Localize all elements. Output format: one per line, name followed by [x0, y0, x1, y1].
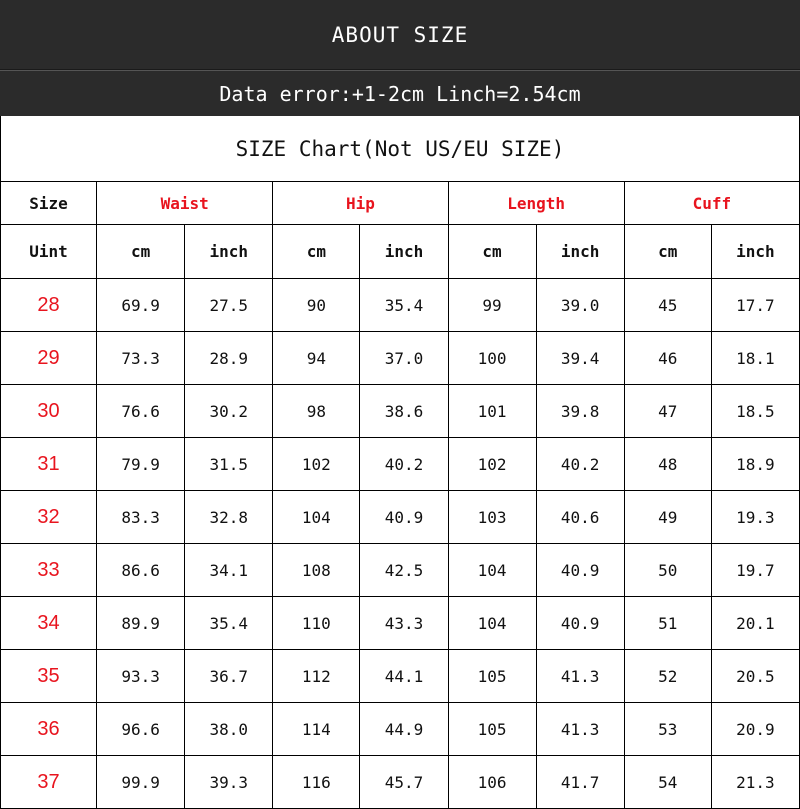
measurement-cell: 112	[273, 650, 360, 703]
measurement-cell: 45	[624, 279, 711, 332]
measurement-cell: 20.5	[711, 650, 799, 703]
measurement-cell: 32.8	[185, 491, 273, 544]
measurement-cell: 100	[448, 332, 536, 385]
measurement-cell: 103	[448, 491, 536, 544]
table-row	[1, 544, 800, 597]
measurement-cell: 116	[273, 756, 360, 809]
measurement-cell: 39.4	[536, 332, 624, 385]
unit-header-cell: inch	[360, 225, 448, 279]
measurement-cell: 102	[273, 438, 360, 491]
unit-header-cell: cm	[448, 225, 536, 279]
unit-header-cell: cm	[624, 225, 711, 279]
measurement-cell: 31.5	[185, 438, 273, 491]
measurement-cell: 99.9	[97, 756, 185, 809]
unit-column-header: Uint	[1, 225, 97, 279]
table-row	[1, 597, 800, 650]
measurement-cell: 39.3	[185, 756, 273, 809]
measurement-cell: 18.5	[711, 385, 799, 438]
page-title: ABOUT SIZE	[0, 0, 800, 70]
measurement-cell: 83.3	[97, 491, 185, 544]
measurement-cell: 105	[448, 650, 536, 703]
size-value: 33	[1, 544, 97, 597]
measurement-cell: 106	[448, 756, 536, 809]
unit-header-row	[1, 225, 800, 279]
size-column-header: Size	[1, 182, 97, 225]
unit-header-cell: cm	[97, 225, 185, 279]
measurement-cell: 40.2	[536, 438, 624, 491]
size-value: 29	[1, 332, 97, 385]
size-chart-title: SIZE Chart(Not US/EU SIZE)	[0, 116, 800, 181]
data-error-note: Data error:+1-2cm Linch=2.54cm	[0, 70, 800, 116]
table-row	[1, 438, 800, 491]
measurement-cell: 40.9	[536, 597, 624, 650]
measurement-cell: 44.1	[360, 650, 448, 703]
measurement-cell: 41.3	[536, 650, 624, 703]
measurement-cell: 35.4	[185, 597, 273, 650]
unit-header-cell: inch	[711, 225, 799, 279]
table-row	[1, 703, 800, 756]
group-header-row	[1, 182, 800, 225]
measurement-cell: 108	[273, 544, 360, 597]
measurement-cell: 34.1	[185, 544, 273, 597]
measurement-cell: 40.9	[360, 491, 448, 544]
measurement-cell: 54	[624, 756, 711, 809]
measurement-cell: 20.1	[711, 597, 799, 650]
table-row	[1, 332, 800, 385]
measurement-cell: 27.5	[185, 279, 273, 332]
measurement-cell: 98	[273, 385, 360, 438]
measurement-cell: 110	[273, 597, 360, 650]
hip-group-header: Hip	[273, 182, 448, 225]
measurement-cell: 47	[624, 385, 711, 438]
size-value: 31	[1, 438, 97, 491]
table-row	[1, 491, 800, 544]
size-table	[0, 181, 800, 809]
cuff-group-header: Cuff	[624, 182, 799, 225]
unit-header-cell: cm	[273, 225, 360, 279]
measurement-cell: 18.1	[711, 332, 799, 385]
size-value: 34	[1, 597, 97, 650]
measurement-cell: 41.7	[536, 756, 624, 809]
measurement-cell: 101	[448, 385, 536, 438]
table-row	[1, 385, 800, 438]
measurement-cell: 90	[273, 279, 360, 332]
measurement-cell: 35.4	[360, 279, 448, 332]
measurement-cell: 43.3	[360, 597, 448, 650]
measurement-cell: 17.7	[711, 279, 799, 332]
measurement-cell: 28.9	[185, 332, 273, 385]
measurement-cell: 79.9	[97, 438, 185, 491]
measurement-cell: 40.9	[536, 544, 624, 597]
size-value: 36	[1, 703, 97, 756]
measurement-cell: 19.3	[711, 491, 799, 544]
size-value: 30	[1, 385, 97, 438]
table-row	[1, 279, 800, 332]
measurement-cell: 69.9	[97, 279, 185, 332]
measurement-cell: 21.3	[711, 756, 799, 809]
measurement-cell: 38.6	[360, 385, 448, 438]
measurement-cell: 18.9	[711, 438, 799, 491]
measurement-cell: 39.8	[536, 385, 624, 438]
size-value: 32	[1, 491, 97, 544]
measurement-cell: 104	[448, 597, 536, 650]
measurement-cell: 48	[624, 438, 711, 491]
measurement-cell: 105	[448, 703, 536, 756]
measurement-cell: 102	[448, 438, 536, 491]
measurement-cell: 114	[273, 703, 360, 756]
measurement-cell: 99	[448, 279, 536, 332]
measurement-cell: 96.6	[97, 703, 185, 756]
measurement-cell: 49	[624, 491, 711, 544]
measurement-cell: 104	[448, 544, 536, 597]
table-row	[1, 756, 800, 809]
measurement-cell: 30.2	[185, 385, 273, 438]
measurement-cell: 40.2	[360, 438, 448, 491]
size-value: 35	[1, 650, 97, 703]
measurement-cell: 93.3	[97, 650, 185, 703]
table-row	[1, 650, 800, 703]
measurement-cell: 40.6	[536, 491, 624, 544]
measurement-cell: 89.9	[97, 597, 185, 650]
waist-group-header: Waist	[97, 182, 273, 225]
unit-header-cell: inch	[536, 225, 624, 279]
measurement-cell: 52	[624, 650, 711, 703]
measurement-cell: 76.6	[97, 385, 185, 438]
measurement-cell: 20.9	[711, 703, 799, 756]
measurement-cell: 94	[273, 332, 360, 385]
measurement-cell: 39.0	[536, 279, 624, 332]
size-value: 37	[1, 756, 97, 809]
measurement-cell: 73.3	[97, 332, 185, 385]
measurement-cell: 44.9	[360, 703, 448, 756]
measurement-cell: 46	[624, 332, 711, 385]
measurement-cell: 51	[624, 597, 711, 650]
measurement-cell: 41.3	[536, 703, 624, 756]
measurement-cell: 53	[624, 703, 711, 756]
measurement-cell: 38.0	[185, 703, 273, 756]
measurement-cell: 86.6	[97, 544, 185, 597]
measurement-cell: 36.7	[185, 650, 273, 703]
unit-header-cell: inch	[185, 225, 273, 279]
measurement-cell: 37.0	[360, 332, 448, 385]
measurement-cell: 50	[624, 544, 711, 597]
measurement-cell: 19.7	[711, 544, 799, 597]
length-group-header: Length	[448, 182, 624, 225]
size-value: 28	[1, 279, 97, 332]
measurement-cell: 104	[273, 491, 360, 544]
measurement-cell: 45.7	[360, 756, 448, 809]
measurement-cell: 42.5	[360, 544, 448, 597]
